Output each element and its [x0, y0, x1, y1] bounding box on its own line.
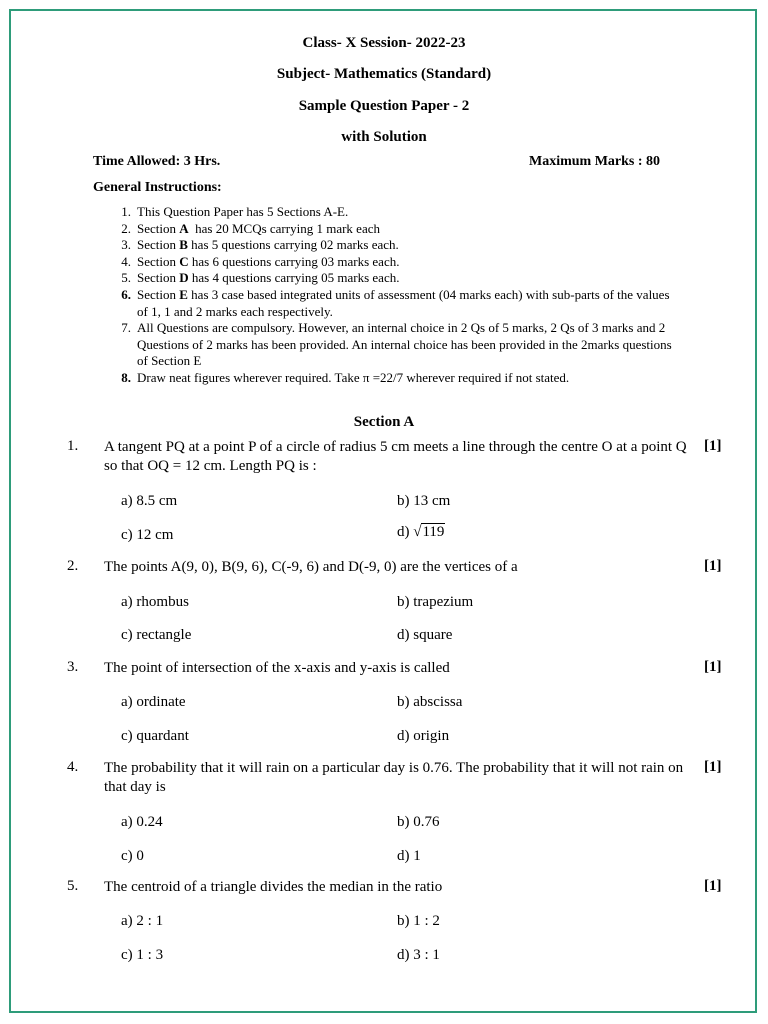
header-with-solution: with Solution [341, 129, 427, 145]
option-c: c) 12 cm [121, 527, 174, 543]
instruction-item [113, 204, 673, 221]
instruction-text-pre: Section [137, 220, 180, 236]
instruction-text: Draw neat figures wherever required. Take π =22/7 wherever required if not stated. [137, 369, 570, 385]
instruction-item [113, 320, 673, 370]
instructions-heading: General Instructions: [93, 180, 222, 195]
instruction-text-post: has 5 questions carrying 02 marks each. [187, 237, 399, 253]
option-d [397, 524, 445, 541]
instruction-item [113, 287, 673, 320]
question-number: 2. [67, 558, 79, 574]
option-c: c) quardant [121, 728, 189, 744]
question-text: The probability that it will rain on a particular day is 0.76. The probability that it will not rain on that day is [104, 760, 684, 795]
option-b: b) abscissa [397, 694, 463, 710]
option-b: b) 13 cm [397, 493, 451, 509]
instruction-item [113, 221, 673, 238]
header-paper-title: Sample Question Paper - 2 [298, 98, 470, 114]
option-a: a) 8.5 cm [121, 493, 178, 509]
instructions-list [113, 204, 673, 387]
option-d: d) square [397, 627, 453, 643]
option-d: d) origin [397, 728, 450, 744]
option-c: c) 0 [121, 848, 144, 864]
instruction-text-pre: Section [137, 270, 180, 286]
instruction-number: 7. [121, 320, 131, 336]
question-text: The centroid of a triangle divides the median in the ratio [104, 879, 443, 895]
option-a: a) 0.24 [121, 814, 163, 830]
instruction-text-pre: Section [137, 286, 180, 302]
instruction-number: 4. [121, 253, 131, 269]
instruction-text-post: has 20 MCQs carrying 1 mark each [188, 220, 380, 236]
square-root-expression [413, 524, 445, 541]
instruction-text [137, 287, 670, 319]
instruction-number: 6. [121, 286, 131, 302]
instruction-section-letter: C [179, 253, 189, 269]
option-d: d) 3 : 1 [397, 947, 440, 963]
question-number: 3. [67, 659, 79, 675]
instruction-text: All Questions are compulsory. However, an internal choice in 2 Qs of 5 marks, 2 Qs of 3 marks and 2 Questions of 2 marks has been provided. An internal choice has been provided in the 2marks questions of Section E [137, 320, 672, 369]
maximum-marks: Maximum Marks : 80 [529, 154, 661, 169]
option-b: b) 1 : 2 [397, 913, 440, 929]
instruction-text-post: has 4 questions carrying 05 marks each. [188, 270, 400, 286]
question-marks: [1] [704, 659, 722, 675]
question-text: A tangent PQ at a point P of a circle of radius 5 cm meets a line through the centre O at a point Q so that OQ = 12 cm. Length PQ is : [104, 439, 687, 474]
radical-sign-icon: √ [413, 524, 422, 540]
option-a: a) 2 : 1 [121, 913, 164, 929]
question-text: The point of intersection of the x-axis and y-axis is called [104, 660, 450, 676]
question-number: 1. [67, 438, 79, 454]
instruction-section-letter: A [179, 220, 189, 236]
instruction-section-letter: E [179, 286, 188, 302]
option-d: d) 1 [397, 848, 421, 864]
question-marks: [1] [704, 759, 722, 775]
instruction-number: 8. [121, 369, 131, 385]
option-c: c) 1 : 3 [121, 947, 164, 963]
header-class-session: Class- X Session- 2022-23 [302, 35, 466, 51]
instruction-item [113, 270, 673, 287]
instruction-text-post: has 3 case based integrated units of assessment (04 marks each) with sub-parts of the values of 1, 1 and 2 marks each respectively. [137, 286, 670, 319]
question-number: 5. [67, 878, 79, 894]
instruction-item [113, 370, 673, 387]
instruction-number: 1. [121, 204, 131, 219]
radicand: 119 [422, 524, 445, 540]
option-d-prefix: d) [397, 524, 414, 540]
question-text: The points A(9, 0), B(9, 6), C(-9, 6) and D(-9, 0) are the vertices of a [104, 559, 518, 575]
question-number: 4. [67, 759, 79, 775]
header-subject: Subject- Mathematics (Standard) [276, 66, 492, 82]
instruction-text [137, 254, 399, 269]
option-c: c) rectangle [121, 627, 192, 643]
question-marks: [1] [704, 438, 722, 454]
instruction-number: 5. [121, 270, 131, 286]
instruction-text [137, 237, 399, 252]
instruction-item [113, 254, 673, 271]
instruction-section-letter: D [179, 270, 189, 286]
instruction-text-pre: Section [137, 253, 180, 269]
question-marks: [1] [704, 558, 722, 574]
option-b: b) trapezium [397, 594, 474, 610]
instruction-number: 3. [121, 237, 131, 253]
option-a: a) rhombus [121, 594, 189, 610]
instruction-text-pre: Section [137, 237, 180, 253]
instruction-text-post: has 6 questions carrying 03 marks each. [188, 253, 400, 269]
instruction-text [137, 270, 399, 285]
instruction-item [113, 237, 673, 254]
instruction-text [137, 221, 380, 236]
instruction-section-letter: B [179, 237, 188, 253]
option-a: a) ordinate [121, 694, 186, 710]
question-marks: [1] [704, 878, 722, 894]
instruction-text: This Question Paper has 5 Sections A-E. [137, 204, 349, 219]
time-allowed: Time Allowed: 3 Hrs. [93, 154, 221, 169]
instruction-number: 2. [121, 220, 131, 236]
option-b: b) 0.76 [397, 814, 440, 830]
section-title: Section A [353, 414, 415, 430]
